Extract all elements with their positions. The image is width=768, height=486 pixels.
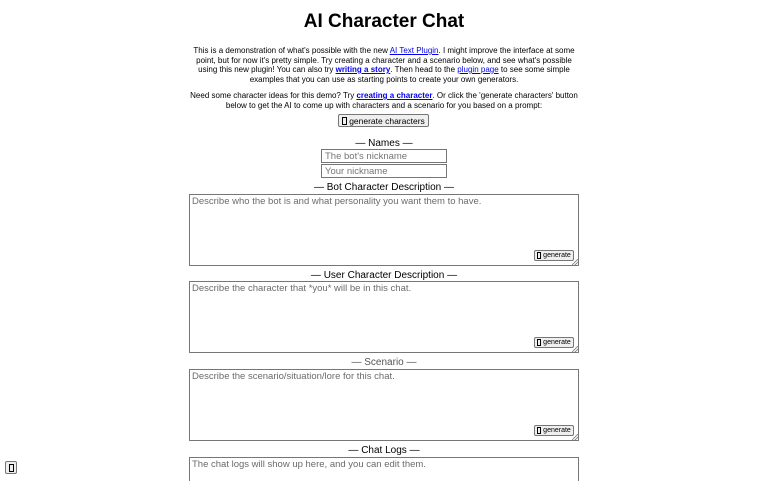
scenario-textarea[interactable] (190, 370, 578, 440)
chat-logs-textarea[interactable] (190, 458, 578, 481)
intro-text: to see some simple examples that you can use as starting points to create your own generators. (249, 65, 570, 84)
generate-label: generate (543, 339, 571, 346)
page-title: AI Character Chat (303, 11, 465, 32)
generate-user-description-button[interactable] (534, 337, 574, 348)
generate-characters-button[interactable] (338, 114, 429, 127)
intro-text: This is a demonstration of what's possible with the new (193, 46, 390, 55)
resize-handle-icon[interactable] (572, 259, 578, 265)
intro-text: Need some character ideas for this demo? Try (190, 91, 357, 100)
intro-paragraph (188, 46, 580, 84)
writing-a-story-link[interactable]: writing a story (335, 65, 391, 74)
bot-description-label: — Bot Character Description — (313, 182, 455, 193)
user-description-label: — User Character Description — (310, 270, 458, 281)
sparkle-icon (537, 252, 541, 259)
chat-logs-label: — Chat Logs — (348, 445, 420, 456)
resize-handle-icon[interactable] (572, 346, 578, 352)
user-description-container (189, 281, 579, 353)
bot-nickname-input[interactable] (321, 149, 447, 163)
chat-logs-container (189, 457, 579, 481)
intro-text: . Or click the 'generate characters' button below to get the AI to come up with characters and a scenario for you based on a prompt: (225, 91, 578, 110)
sparkle-icon (342, 117, 347, 125)
ai-text-plugin-link[interactable]: AI Text Plugin (389, 46, 439, 55)
settings-icon (9, 464, 14, 472)
generate-bot-description-button[interactable] (534, 250, 574, 261)
sparkle-icon (537, 339, 541, 346)
character-ideas-paragraph (188, 91, 580, 110)
generate-label: generate (543, 427, 571, 434)
creating-a-character-link[interactable]: creating a character (356, 91, 433, 100)
generate-scenario-button[interactable] (534, 425, 574, 436)
scenario-container (189, 369, 579, 441)
settings-button[interactable] (5, 461, 17, 474)
resize-handle-icon[interactable] (572, 434, 578, 440)
names-label: — Names — (355, 138, 413, 149)
plugin-page-link[interactable]: plugin page (457, 65, 499, 74)
bot-description-container (189, 194, 579, 266)
user-description-textarea[interactable] (190, 282, 578, 352)
intro-text: . I might improve the interface at some point, but for now it's pretty simple. Try creating a character and a scenario below, and see what's possible using this new plugin! You can also try (196, 46, 575, 74)
generate-characters-label: generate characters (349, 115, 425, 126)
intro-text: . Then head to the (390, 65, 458, 74)
generate-label: generate (543, 252, 571, 259)
sparkle-icon (537, 427, 541, 434)
bot-description-textarea[interactable] (190, 195, 578, 265)
user-nickname-input[interactable] (321, 164, 447, 178)
scenario-label: — Scenario — (351, 357, 417, 368)
